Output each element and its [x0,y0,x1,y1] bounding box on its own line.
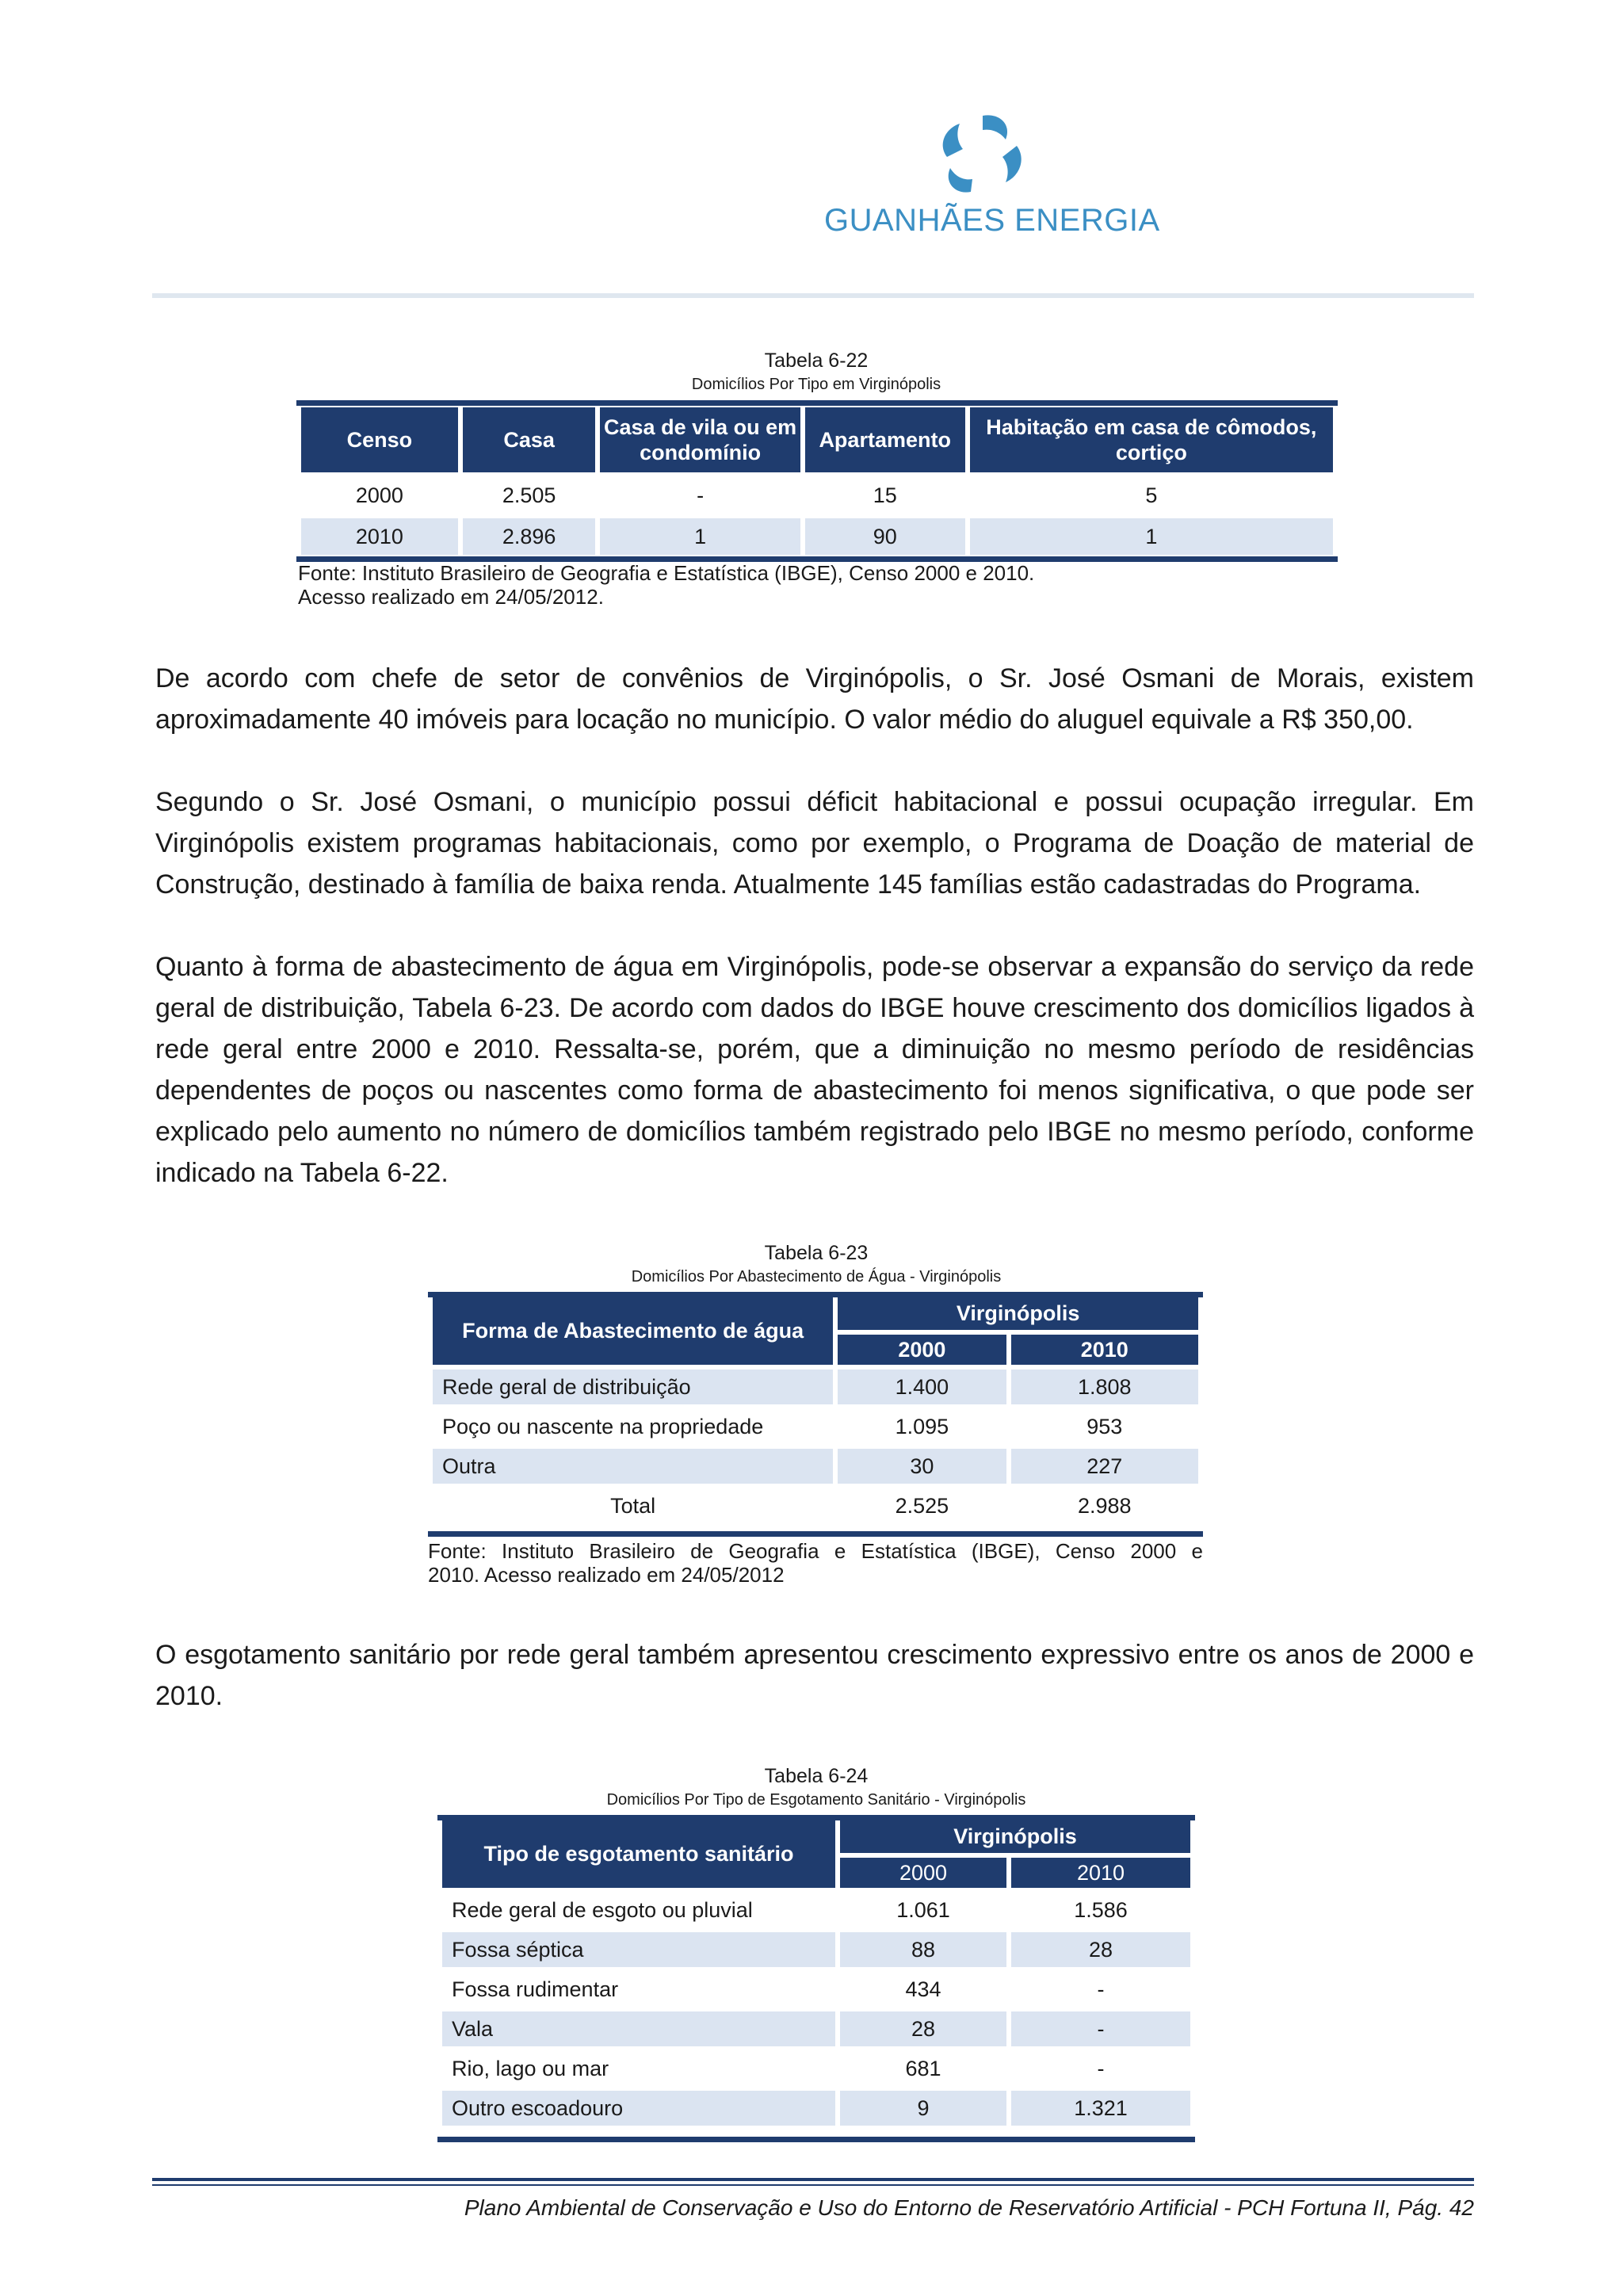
table-24-bottom-rule [437,2137,1195,2142]
table-cell: - [1011,2011,1190,2046]
column-header: 2000 [840,1858,1006,1888]
table-cell: 1.321 [1011,2091,1190,2126]
table-cell: - [1097,1977,1105,2001]
table-cell: 1 [600,518,800,555]
source-line: Fonte: Instituto Brasileiro de Geografia e Estatística (IBGE), Censo 2000 e 2010. [298,561,1035,585]
table-cell: 2000 [355,483,403,507]
column-header: 2010 [1011,1858,1190,1888]
paragraph-rental: De acordo com chefe de setor de convênios de Virginópolis, o Sr. José Osmani de Morais, existem aproximadamente 40 imóveis para locação no município. O valor médio do aluguel equivale a R$ 350,00. [155,663,1474,735]
table-24-title: Domicílios Por Tipo de Esgotamento Sanitário - Virginópolis [606,1791,1026,1809]
brand-name: GUANHÃES ENERGIA [824,203,1160,238]
column-header: Habitação em casa de cômodos, cortiço [970,407,1333,472]
table-cell: 953 [1086,1414,1123,1438]
table-22-title: Domicílios Por Tipo em Virginópolis [691,376,941,393]
table-cell: 28 [840,2011,1006,2046]
table-22-source [298,561,1336,609]
table-cell: 681 [905,2056,941,2080]
page-footer: Plano Ambiental de Conservação e Uso do Entorno de Reservatório Artificial - PCH Fortuna II, Pág. 42 [464,2195,1474,2220]
source-line: Acesso realizado em 24/05/2012. [298,585,604,609]
table-row [433,1370,1198,1404]
table-24-number: Tabela 6-24 [764,1765,869,1787]
table-cell: Outro escoadouro [442,2091,835,2126]
table-cell: - [697,483,705,507]
table-cell: Outra [433,1449,833,1484]
table-cell: Rio, lago ou mar [452,2056,609,2080]
table-22-number: Tabela 6-22 [764,350,869,372]
table-row [301,477,1333,514]
table-cell: 2010 [301,518,458,555]
table-cell: 15 [873,483,897,507]
paragraph-sewage: O esgotamento sanitário por rede geral também apresentou crescimento expressivo entre os anos de 2000 e 2010. [155,1640,1474,1711]
table-row [301,518,1333,555]
table-22-caption [301,349,1331,396]
table-22 [296,403,1338,560]
table-23 [428,1292,1203,1528]
table-23-number: Tabela 6-23 [764,1242,869,1264]
table-23-bottom-rule [428,1531,1203,1537]
table-cell: 2.525 [895,1493,949,1518]
source-line: Fonte: Instituto Brasileiro de Geografia e Estatística (IBGE), Censo 2000 e [428,1539,1203,1563]
table-cell: 5 [1145,483,1158,507]
group-header: Virginópolis [840,1820,1190,1853]
table-cell: 90 [805,518,965,555]
group-header: Virginópolis [838,1297,1198,1330]
table-cell: Rede geral de distribuição [433,1370,833,1404]
table-24-caption [428,1764,1205,1812]
table-row [442,1932,1190,1967]
table-cell: 2.505 [502,483,556,507]
column-header: Apartamento [805,407,965,472]
table-cell: 1.095 [895,1414,949,1438]
table-cell: Vala [442,2011,835,2046]
table-row [433,1449,1198,1484]
table-row [442,2091,1190,2126]
table-cell: Rede geral de esgoto ou pluvial [452,1897,753,1922]
table-23-title: Domicílios Por Abastecimento de Água - Virginópolis [631,1268,1002,1286]
table-row [442,1972,1190,2007]
table-cell: 1.586 [1074,1897,1128,1922]
table-header-row [301,407,1333,472]
table-cell: Fossa séptica [442,1932,835,1967]
table-cell: 2.988 [1077,1493,1132,1518]
column-header: 2010 [1011,1335,1199,1365]
swirl-logo-icon [923,109,1042,201]
table-cell: 1.061 [896,1897,950,1922]
footer-divider [152,2178,1474,2181]
table-cell: - [1097,2056,1105,2080]
table-cell: 28 [1011,1932,1190,1967]
table-cell: 227 [1011,1449,1199,1484]
table-row [442,2051,1190,2086]
table-cell: 1.808 [1011,1370,1199,1404]
table-cell: 9 [840,2091,1006,2126]
table-header-row [433,1297,1198,1330]
table-row [442,2011,1190,2046]
table-cell: Fossa rudimentar [452,1977,619,2001]
table-row [442,1893,1190,1927]
column-header: Casa de vila ou em condomínio [600,407,800,472]
company-logo [824,109,1160,244]
column-header: Censo [301,407,458,472]
table-23-source [428,1539,1203,1587]
table-cell: 1.400 [838,1370,1006,1404]
table-cell: 2.896 [463,518,596,555]
column-header: Casa [463,407,596,472]
header-divider [152,293,1474,298]
table-cell: 30 [838,1449,1006,1484]
table-header-row [442,1820,1190,1853]
table-cell: Total [610,1493,656,1518]
paragraph-water: Quanto à forma de abastecimento de água em Virginópolis, pode-se observar a expansão do serviço da rede geral de distribuição, Tabela 6-23. De acordo com dados do IBGE houve crescimento dos domicílios ligados à rede geral entre 2000 e 2010. Ressalta-se, porém, que a diminuição no mesmo período de residências dependentes de poços ou nascentes como forma de abastecimento foi menos significativa, o que pode ser explicado pelo aumento no número de domicílios também registrado pelo IBGE no mesmo período, conforme indicado na Tabela 6-22. [155,952,1474,1188]
source-line: 2010. Acesso realizado em 24/05/2012 [428,1563,785,1587]
column-header: 2000 [838,1335,1006,1365]
table-row [433,1409,1198,1444]
table-23-caption [428,1241,1205,1289]
table-cell: Poço ou nascente na propriedade [442,1414,764,1438]
footer-divider-thin [152,2184,1474,2186]
table-total-row [433,1488,1198,1523]
table-cell: 434 [905,1977,941,2001]
table-cell: 88 [840,1932,1006,1967]
table-24 [437,1815,1195,2130]
table-cell: 1 [970,518,1333,555]
paragraph-housing: Segundo o Sr. José Osmani, o município possui déficit habitacional e possui ocupação irregular. Em Virginópolis existem programas habitacionais, como por exemplo, o Programa de Doação de material de Construção, destinado à família de baixa renda. Atualmente 145 famílias estão cadastradas do Programa. [155,787,1474,900]
column-header: Tipo de esgotamento sanitário [442,1820,835,1888]
column-header: Forma de Abastecimento de água [433,1297,833,1365]
